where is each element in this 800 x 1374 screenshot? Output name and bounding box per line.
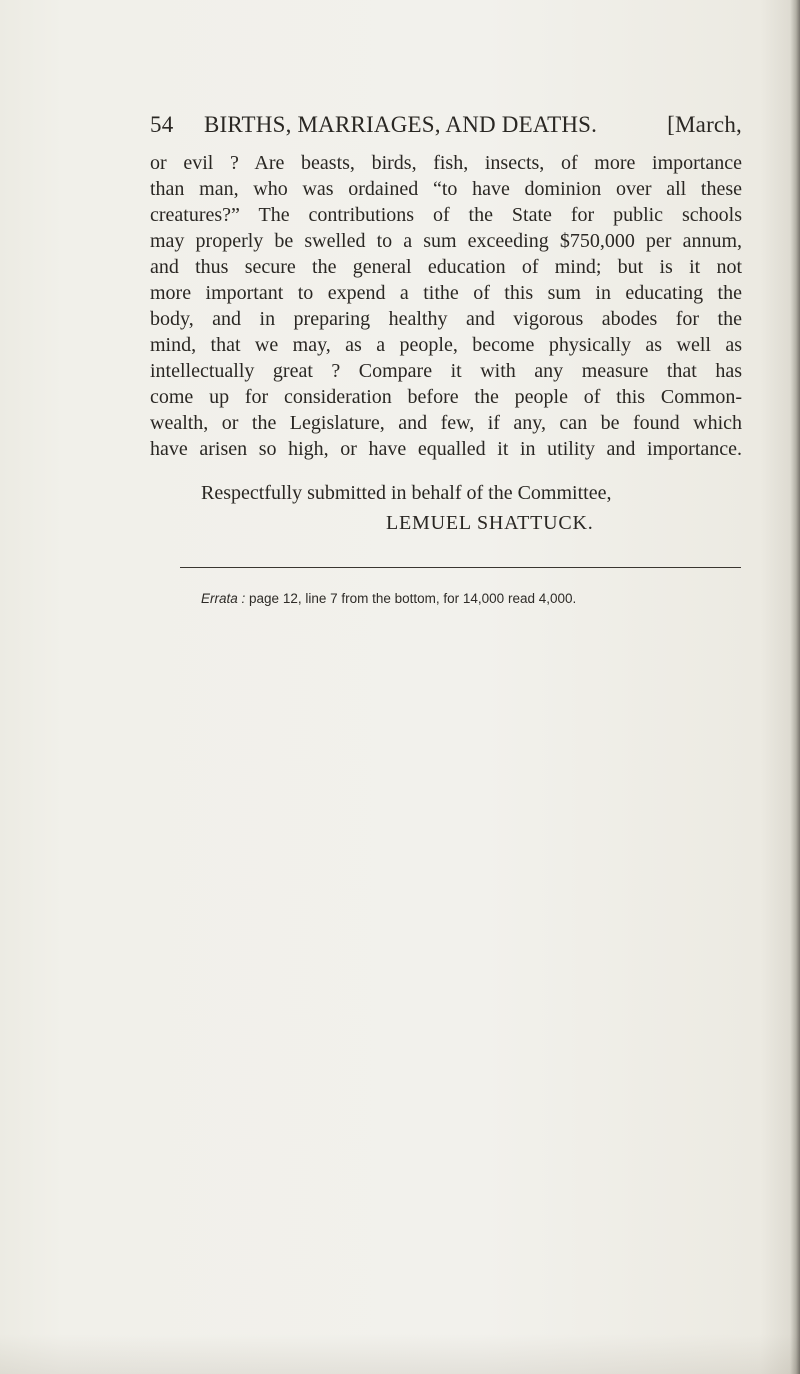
text-line: body, and in preparing healthy and vigorous abodes for the xyxy=(150,308,742,330)
text-line: intellectually great ? Compare it with any measure that has xyxy=(150,360,742,382)
running-title: BIRTHS, MARRIAGES, AND DEATHS. xyxy=(204,112,598,137)
text-line: more important to expend a tithe of this sum in educating the xyxy=(150,282,742,304)
text-line: mind, that we may, as a people, become physically as well as xyxy=(150,334,742,356)
text-line: and thus secure the general education of mind; but is it not xyxy=(150,256,742,278)
text-line: come up for consideration before the people of this Common- xyxy=(150,386,742,408)
page-number: 54 xyxy=(150,112,174,137)
text-line: than man, who was ordained “to have dominion over all these xyxy=(150,178,742,200)
errata-note xyxy=(201,590,576,608)
text-line: or evil ? Are beasts, birds, fish, insects, of more importance xyxy=(150,152,742,174)
header-month: [March, xyxy=(667,112,742,137)
page-bottom-shadow xyxy=(0,1334,800,1374)
text-line: have arisen so high, or have equalled it in utility and importance. xyxy=(150,438,742,460)
text-line: wealth, or the Legislature, and few, if any, can be found which xyxy=(150,412,742,434)
page-right-edge xyxy=(790,0,800,1374)
errata-text: page 12, line 7 from the bottom, for 14,000 read 4,000. xyxy=(249,591,577,606)
text-line: creatures?” The contributions of the State for public schools xyxy=(150,204,742,226)
errata-label: Errata : xyxy=(201,591,246,606)
divider-rule xyxy=(180,567,741,568)
page-header xyxy=(150,112,742,148)
closing-line: Respectfully submitted in behalf of the Committee, xyxy=(201,482,612,504)
body-paragraph xyxy=(150,150,742,462)
signature: LEMUEL SHATTUCK. xyxy=(386,512,594,534)
text-line: may properly be swelled to a sum exceeding $750,000 per annum, xyxy=(150,230,742,252)
